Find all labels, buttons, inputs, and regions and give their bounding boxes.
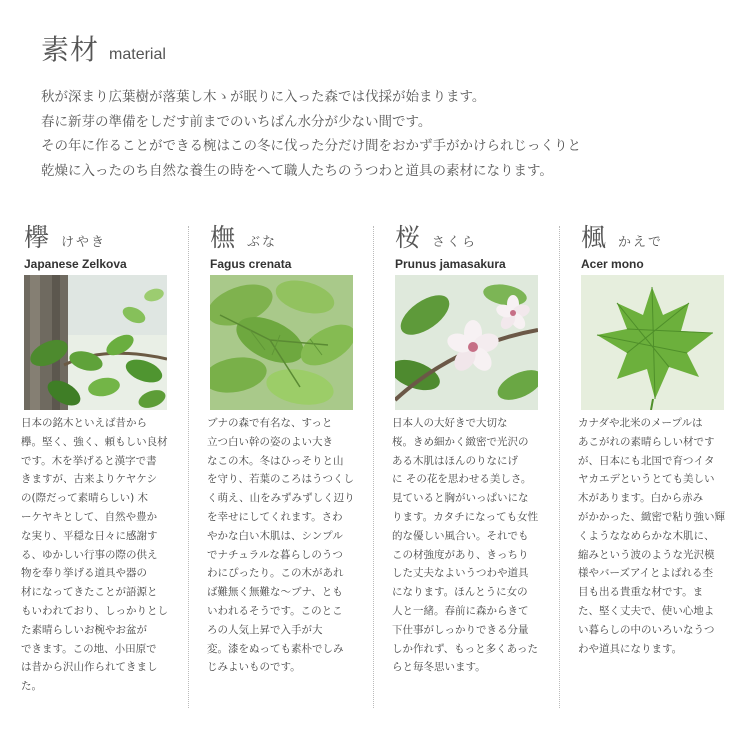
description-line: できます。この地、小田原で bbox=[21, 642, 157, 655]
intro-line: 乾燥に入ったのち自然な養生の時をへて職人たちのうつわと道具の素材になります。 bbox=[41, 162, 553, 179]
column-divider bbox=[373, 226, 374, 708]
page-title: 素材 bbox=[41, 33, 100, 66]
description-line: あこがれの素晴らしい材です bbox=[578, 435, 715, 448]
description-line: 日本の銘木といえば昔から bbox=[21, 417, 147, 429]
description-line: は昔から沢山作られてきまし bbox=[21, 661, 158, 674]
page-subtitle: material bbox=[109, 46, 166, 63]
description-line: きますが、古来よりケヤケシ bbox=[21, 473, 158, 486]
description-line: ーケヤキとして、自然や豊か bbox=[21, 510, 158, 523]
description-line: らと毎冬思います。 bbox=[392, 661, 486, 674]
description-line: でナチュラルな暮らしのうつ bbox=[207, 548, 343, 561]
description-line: いわれるそうです。このとこ bbox=[207, 604, 343, 617]
description-line: ヤカエデというとても美しい bbox=[578, 473, 715, 486]
description-line: です。木を挙げると漢字で書 bbox=[21, 454, 157, 467]
description-line: ろの人気上昇で入手が大 bbox=[207, 623, 323, 636]
description-line: く萌え、山をみずみずしく辺り bbox=[207, 492, 355, 505]
description-line: 様やバーズアイとよばれる杢 bbox=[578, 567, 714, 580]
description-line: 下仕事がしっかりできる分量 bbox=[392, 623, 529, 636]
description-line: な実り、平穏な日々に感謝す bbox=[21, 529, 158, 542]
description-line: ば難無く無難な～ブナ、とも bbox=[207, 586, 343, 599]
wood-columns bbox=[18, 222, 741, 707]
description-line: 桜。きめ細かく緻密で光沢の bbox=[392, 435, 529, 448]
description-line: がかかった、緻密で粘り強い輝 bbox=[578, 510, 725, 523]
description-line: が、日本にも北国で育つイタ bbox=[578, 454, 715, 467]
wood-latin-name: Prunus jamasakura bbox=[395, 257, 506, 271]
wood-description bbox=[207, 414, 367, 677]
description-line: わや道具になります。 bbox=[578, 642, 683, 655]
intro-paragraph bbox=[41, 85, 721, 183]
description-line: しか作れず、もっと多くあった bbox=[392, 642, 539, 655]
description-line: カナダや北米のメープルは bbox=[578, 417, 703, 429]
wood-description bbox=[392, 414, 552, 677]
wood-card-cherry bbox=[389, 222, 555, 707]
wood-card-maple bbox=[575, 222, 741, 707]
description-line: の(際だって素晴らしい) 木 bbox=[21, 492, 149, 505]
description-line: 立つ白い幹の姿のよい大き bbox=[207, 435, 333, 448]
description-line: なこの木。冬はひっそりと山 bbox=[207, 454, 344, 467]
wood-kanji: 桜 bbox=[395, 223, 421, 252]
description-line: た。 bbox=[21, 680, 42, 693]
wood-card-zelkova bbox=[18, 222, 184, 707]
description-line: た素晴らしいお椀やお盆が bbox=[21, 623, 147, 636]
description-line: した丈夫なよいうつわや道具 bbox=[392, 567, 529, 580]
wood-description bbox=[578, 414, 738, 658]
zelkova-leaves-photo bbox=[24, 275, 167, 410]
description-line: ブナの森で有名な、すっと bbox=[207, 417, 333, 429]
description-line: 縮みという波のような光沢模 bbox=[578, 548, 715, 561]
column-divider bbox=[188, 226, 189, 708]
description-line: 物を奉り挙げる道具や器の bbox=[21, 567, 147, 580]
description-line: この材強度があり、きっちり bbox=[392, 548, 529, 561]
description-line: に その花を思わせる美しさ。 bbox=[392, 473, 532, 486]
description-line: い暮らしの中のいろいなうつ bbox=[578, 623, 715, 636]
wood-latin-name: Acer mono bbox=[581, 257, 644, 271]
wood-reading: さくら bbox=[432, 235, 478, 250]
intro-line: 春に新芽の準備をしだす前までのいちばん水分が少ない間です。 bbox=[41, 113, 432, 130]
description-line: る、ゆかしい行事の際の供え bbox=[21, 548, 158, 561]
description-line: 人と一緒。春前に森からきて bbox=[392, 604, 529, 617]
description-line: た、堅く丈夫で、使い心地よ bbox=[578, 604, 715, 617]
wood-card-beech bbox=[204, 222, 370, 707]
description-line: 木があります。白から赤み bbox=[578, 492, 704, 505]
cherry-blossom-photo bbox=[395, 275, 538, 410]
wood-reading: かえで bbox=[618, 235, 664, 250]
description-line: 欅。堅く、強く、頼もしい良材 bbox=[21, 435, 168, 448]
description-line: わにぴったり。この木があれ bbox=[207, 567, 344, 580]
wood-reading: けやき bbox=[61, 235, 107, 250]
maple-leaf-photo bbox=[581, 275, 724, 410]
description-line: になります。ほんとうに女の bbox=[392, 586, 528, 599]
description-line: 目も出る貴重な材です。ま bbox=[578, 586, 704, 599]
wood-kanji: 欅 bbox=[24, 223, 50, 252]
description-line: を守り、若葉のころはうつくし bbox=[207, 473, 354, 486]
wood-description bbox=[21, 414, 181, 696]
wood-kanji: 橅 bbox=[210, 223, 236, 252]
description-line: 的な優しい風合い。それでも bbox=[392, 529, 529, 542]
beech-leaves-photo bbox=[210, 275, 353, 410]
wood-reading: ぶな bbox=[247, 235, 278, 250]
description-line: を幸せにしてくれます。さわ bbox=[207, 510, 343, 523]
description-line: 変。漆をぬっても素朴でしみ bbox=[207, 642, 344, 655]
column-divider bbox=[559, 226, 560, 708]
intro-line: その年に作ることができる椀はこの冬に伐った分だけ間をおかず手がかけられじっくりと bbox=[41, 138, 581, 154]
description-line: 材になってきたことが語源と bbox=[21, 586, 158, 599]
wood-kanji: 楓 bbox=[581, 223, 607, 252]
description-line: ります。カタチになっても女性 bbox=[392, 510, 539, 523]
description-line: もいわれており、しっかりとし bbox=[21, 604, 168, 617]
description-line: やかな白い木肌は、シンプル bbox=[207, 529, 343, 542]
intro-line: 秋が深まり広葉樹が落葉し木ゝが眠りに入った森では伐採が始まります。 bbox=[41, 89, 486, 105]
wood-latin-name: Japanese Zelkova bbox=[24, 257, 127, 271]
description-line: じみよいものです。 bbox=[207, 661, 301, 674]
description-line: 日本人の大好きで大切な bbox=[392, 417, 508, 429]
description-line: 見ていると胸がいっぱいにな bbox=[392, 492, 529, 505]
wood-latin-name: Fagus crenata bbox=[210, 257, 292, 271]
description-line: くようななめらかな木肌に、 bbox=[578, 529, 715, 542]
page-header bbox=[41, 28, 166, 68]
description-line: ある木肌はほんのりなにげ bbox=[392, 454, 518, 467]
